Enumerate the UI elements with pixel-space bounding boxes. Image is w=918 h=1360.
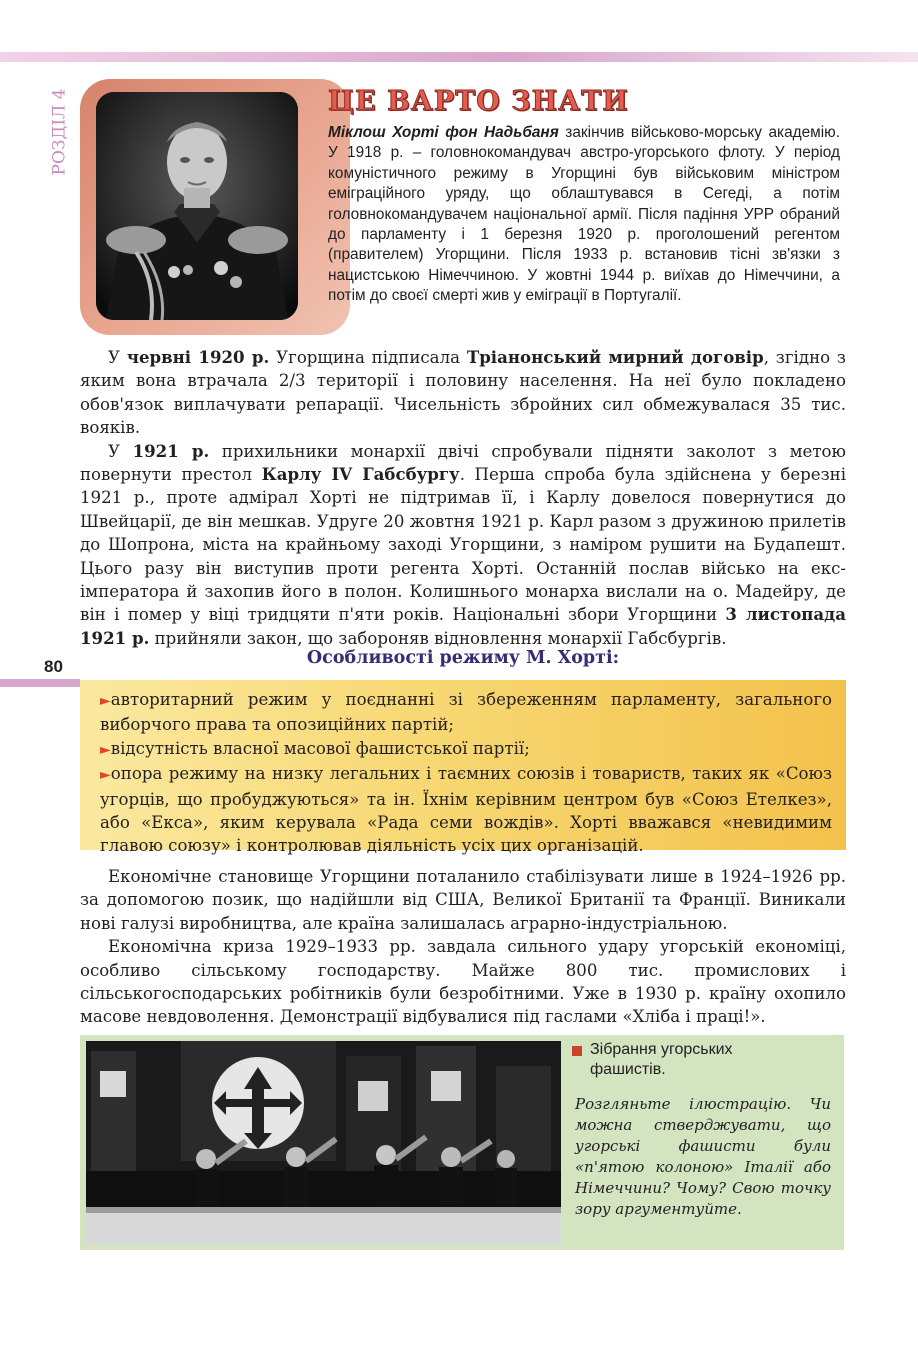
page-number-bar	[0, 679, 80, 687]
bold-name: Карлу IV Габсбургу	[261, 464, 460, 485]
text-run: прийняли закон, що забороняв відновлення монархії Габсбургів.	[149, 628, 727, 648]
feature-item	[100, 737, 832, 762]
horthy-portrait-image	[96, 92, 298, 320]
feature-text: відсутність власної масової фашистської партії;	[110, 738, 530, 758]
illustration-question: Розгляньте ілюстрацію. Чи можна стверджувати, що угорські фашисти були «п'ятою колоною» Італії або Німеччини? Чому? Свою точку зору аргументуйте.	[575, 1095, 831, 1218]
info-card-name: Міклош Хорті фон Надьбаня	[328, 124, 559, 141]
info-card-title: ЦЕ ВАРТО ЗНАТИ	[328, 86, 629, 117]
text-run: У	[108, 348, 127, 367]
text-run: , згідно з яким вона втрачала 2/3 території і половину населення. На неї було покладено обов'язок виплачувати репарації. Чисельність збройних сил обмежувалася 35 тис. вояків.	[80, 348, 846, 438]
feature-item	[100, 688, 832, 737]
feature-text: опора режиму на низку легальних і таємних союзів і товариств, таких як «Союз угорців, що пробуджуються» та ін. Їхнім керівним центром був «Союз Етелкез», або «Екса», яким керувала «Рада семи вождів». Хорті вважався «невидимим главою союзу» і контролював діяльність усіх цих організацій.	[100, 764, 832, 856]
feature-text: авторитарний режим у поєднанні зі збереженням парламенту, загального виборчого права та опозиційних партій;	[100, 690, 832, 735]
paragraph-monarchy	[80, 440, 846, 651]
paragraph-economy: Економічне становище Угорщини поталанило стабілізувати лише в 1924–1926 рр. за допомогою позик, що надійшли від США, Великої Британії та Франції. Виникали нові галузі виробництва, але країна залишалась аграрно-індустріальною.	[80, 867, 846, 933]
features-title: Особливості режиму М. Хорті:	[306, 648, 620, 668]
bold-date: 1921 р.	[132, 440, 210, 461]
text-run: прихильники монархії двічі спробували підняти заколот з метою повернути престол	[80, 441, 846, 485]
bullet-arrow-icon: ►	[100, 693, 111, 709]
bullet-arrow-icon: ►	[100, 767, 111, 784]
features-box	[80, 680, 846, 856]
bold-date: 3 листопада 1921 р.	[80, 604, 846, 648]
paragraph-trianon	[80, 346, 846, 440]
info-card-body: закінчив військово-морську академію. У 1918 р. – головнокомандувач австро-угорського флоту. У період комуністичного режиму в Угорщині був військовим міністром еміграційного уряду, що облаштувався в Сегеді, а потім головнокомандувачем національної армії. Після падіння УРР обраний до парламенту і 1 березня 1920 р. проголошений регентом (правителем) Угорщини. Після 1933 р. встановив тісні зв'язки з нацистською Німеччиною. У жовтні 1944 р. виїхав до Німеччини, а потім до своєї смерті жив у еміграції в Португалії.	[328, 124, 840, 305]
main-text-block	[80, 346, 846, 650]
paragraph-crisis: Економічна криза 1929–1933 рр. завдала сильного удару угорській економіці, особливо сільському господарству. Майже 800 тис. промислових і сільськогосподарських робітників були безробітними. Уже в 1930 р. країну охопило масове невдоволення. Демонстрації відбувалися під гаслами «Хліба і праці!».	[80, 937, 846, 1027]
economy-text-block	[80, 865, 846, 1029]
top-decorative-band	[0, 52, 918, 62]
bold-date: червні 1920 р.	[126, 347, 270, 367]
feature-item	[100, 762, 832, 858]
bullet-arrow-icon: ►	[100, 741, 111, 758]
page-number: 80	[44, 657, 63, 676]
section-label-text: РОЗДІЛ 4	[49, 88, 70, 176]
text-run: У	[108, 441, 133, 461]
features-list	[80, 680, 846, 858]
caption-marker-icon	[572, 1046, 582, 1056]
fascist-gathering-photo	[86, 1041, 561, 1245]
info-card-text	[328, 123, 840, 307]
section-label	[40, 72, 80, 192]
illustration-caption: Зібрання угорських фашистів.	[590, 1041, 733, 1078]
text-run: . Перша спроба була здійснена у березні 1921 р., проте адмірал Хорті не підтримав її, і Карлу довелося повернутися до Швейцарії, де він мешкав. Удруге 20 жовтня 1921 р. Карл разом з дружиною прилетів до Шопрона, міста на крайньому заході Угорщини, з наміром рушити на Будапешт. Цього разу він виступив проти регента Хорті. Останній послав військо на екс-імператора й захопив його в полон. Колишнього монарха вислали на о. Мадейру, де він і помер у віці тридцяти п'яти років. Національні збори Угорщини	[80, 465, 846, 625]
bold-term: Тріанонський мирний договір	[466, 347, 764, 367]
text-run: Угорщина підписала	[269, 348, 467, 367]
